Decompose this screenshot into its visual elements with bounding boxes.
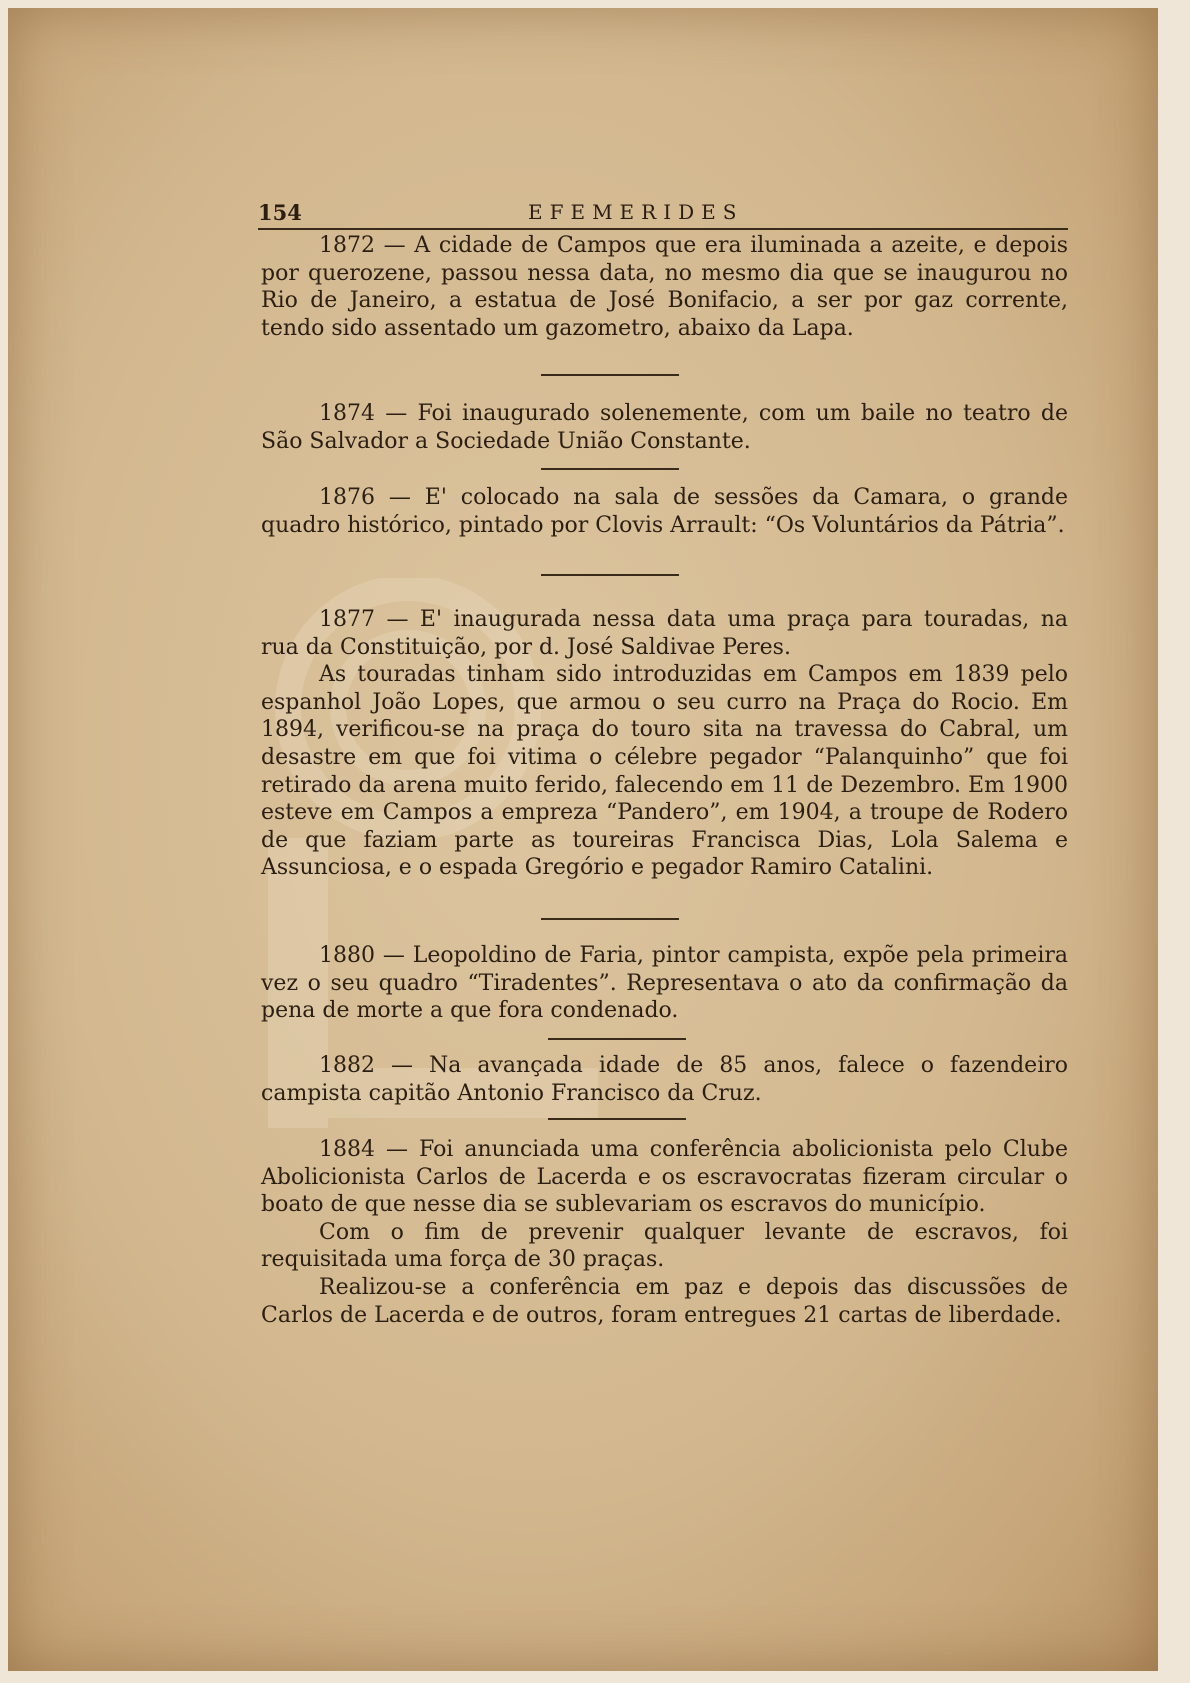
section-divider (541, 918, 679, 920)
entry-1880 (261, 942, 1068, 1025)
entry-1877 (261, 606, 1068, 882)
entry-paragraph: 1884 — Foi anunciada uma conferência abolicionista pelo Clube Abolicionista Carlos de Lacerda e os escravocratas fizeram circular o boato de que nesse dia se sublevariam os escravos do município. (261, 1137, 1068, 1218)
page-number: 154 (258, 200, 302, 225)
book-page (8, 8, 1158, 1671)
entry-paragraph: 1880 — Leopoldino de Faria, pintor campista, expõe pela primeira vez o seu quadro “Tiradentes”. Representava o ato da confirmação da pena de morte a que fora condenado. (261, 943, 1068, 1024)
entry-paragraph: Com o fim de prevenir qualquer levante de escravos, foi requisitada uma força de 30 praças. (261, 1219, 1068, 1273)
entry-paragraph: 1882 — Na avançada idade de 85 anos, falece o fazendeiro campista capitão Antonio Francisco da Cruz. (261, 1053, 1068, 1106)
entry-1876 (261, 484, 1068, 539)
section-divider (541, 574, 679, 576)
entry-paragraph: As touradas tinham sido introduzidas em Campos em 1839 pelo espanhol João Lopes, que armou o seu curro na Praça do Rocio. Em 1894, verificou-se na praça do touro sita na travessa do Cabral, um desastre em que foi vitima o célebre pegador “Palanquinho” que foi retirado da arena muito ferido, falecendo em 11 de Dezembro. Em 1900 esteve em Campos a empreza “Pandero”, em 1904, a troupe de Rodero de que faziam parte as toureiras Francisca Dias, Lola Salema e Assunciosa, e o espada Gregório e pegador Ramiro Catalini. (261, 662, 1068, 881)
section-divider (541, 468, 679, 470)
running-title: EFEMERIDES (528, 200, 744, 224)
section-divider (548, 1118, 686, 1120)
entry-1872 (261, 232, 1068, 342)
entry-paragraph: 1872 — A cidade de Campos que era iluminada a azeite, e depois por querozene, passou nessa data, no mesmo dia que se inaugurou no Rio de Janeiro, a estatua de José Bonifacio, a ser por gaz corrente, tendo sido assentado um gazometro, abaixo da Lapa. (261, 233, 1068, 341)
entry-1884 (261, 1136, 1068, 1329)
entry-paragraph: 1876 — E' colocado na sala de sessões da Camara, o grande quadro histórico, pintado por Clovis Arrault: “Os Voluntários da Pátria”. (261, 485, 1068, 538)
entry-paragraph: 1877 — E' inaugurada nessa data uma praça para touradas, na rua da Constituição, por d. José Saldivae Peres. (261, 607, 1068, 660)
entry-1882 (261, 1052, 1068, 1107)
page-header (258, 200, 1068, 230)
section-divider (541, 374, 679, 376)
entry-paragraph: 1874 — Foi inaugurado solenemente, com um baile no teatro de São Salvador a Sociedade União Constante. (261, 401, 1068, 454)
entry-paragraph: Realizou-se a conferência em paz e depois das discussões de Carlos de Lacerda e de outros, foram entregues 21 cartas de liberdade. (261, 1274, 1068, 1328)
section-divider (548, 1038, 686, 1040)
entry-1874 (261, 400, 1068, 455)
